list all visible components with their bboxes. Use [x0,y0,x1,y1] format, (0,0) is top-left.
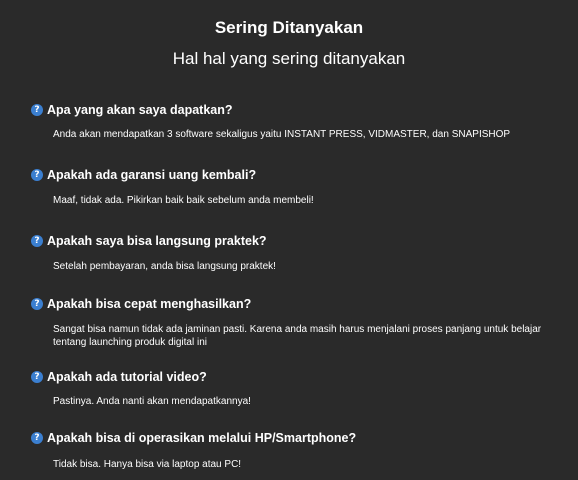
question-circle-icon [31,235,43,247]
section-title: Sering Ditanyakan [214,18,364,37]
faq-question-row [31,233,267,249]
faq-question-row [31,430,356,446]
faq-answer: Pastinya. Anda nanti akan mendapatkannya! [53,396,251,407]
faq-answer: Tidak bisa. Hanya bisa via laptop atau PC! [53,459,242,470]
faq-answer: Anda akan mendapatkan 3 software sekaligus yaitu INSTANT PRESS, VIDMASTER, dan SNAPISHOP [53,129,511,140]
faq-answer: Maaf, tidak ada. Pikirkan baik baik sebelum anda membeli! [53,195,314,206]
faq-question: Apakah ada tutorial video? [47,370,207,384]
question-circle-icon [31,371,43,383]
faq-question: Apa yang akan saya dapatkan? [47,103,233,117]
question-circle-icon [31,169,43,181]
faq-question-row [31,102,233,118]
question-circle-icon [31,298,43,310]
faq-question: Apakah saya bisa langsung praktek? [47,234,267,248]
section-subtitle: Hal hal yang sering ditanyakan [172,49,406,68]
faq-question: Apakah bisa di operasikan melalui HP/Smartphone? [47,431,357,445]
faq-question-row [31,167,256,183]
faq-question: Apakah ada garansi uang kembali? [47,168,257,182]
faq-question: Apakah bisa cepat menghasilkan? [47,297,252,311]
faq-question-row [31,296,251,312]
faq-answer: Setelah pembayaran, anda bisa langsung praktek! [53,261,276,272]
question-circle-icon [31,104,43,116]
question-circle-icon [31,432,43,444]
faq-answer: Sangat bisa namun tidak ada jaminan pasti. Karena anda masih harus menjalani proses panjang untuk belajar tentang launching produk digital ini [53,324,542,348]
faq-question-row [31,369,207,385]
